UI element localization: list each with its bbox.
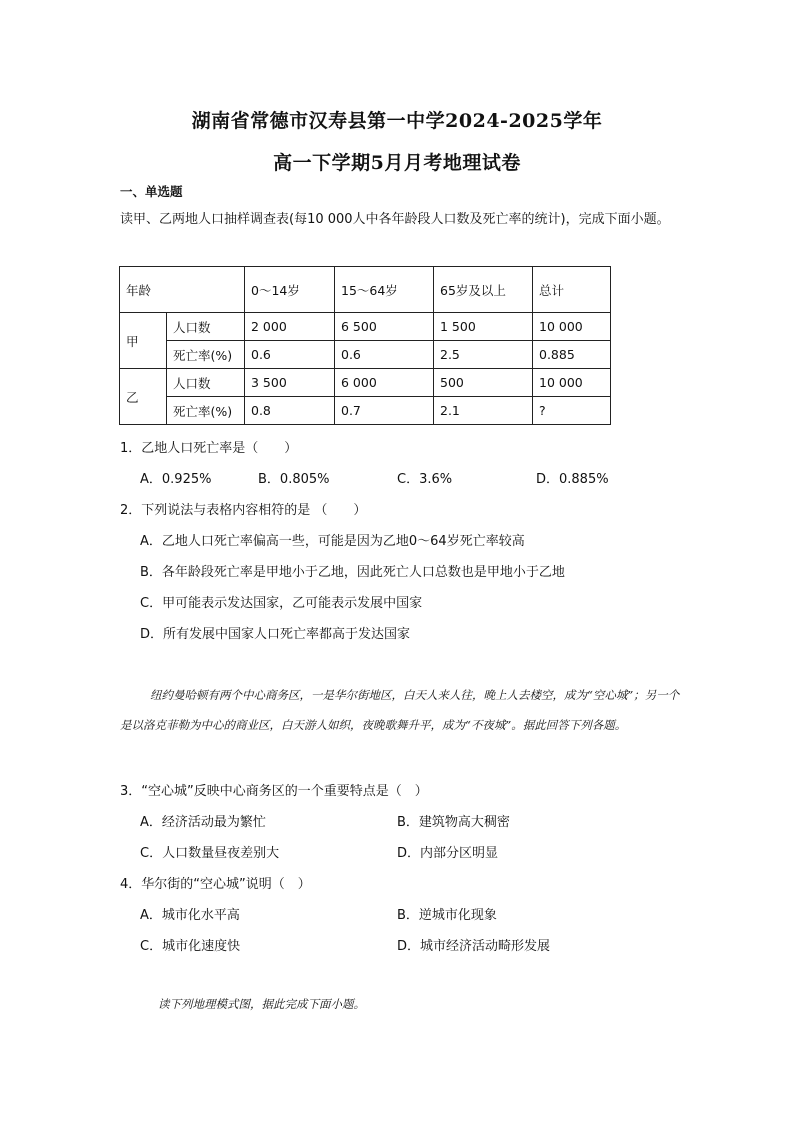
header-cell-age: 年龄 <box>120 267 245 313</box>
row-label-cell: 死亡率(%) <box>167 397 245 425</box>
population-table <box>119 266 611 425</box>
table-cell: 6 000 <box>335 369 434 397</box>
question-3-stem: 3．“空心城”反映中心商务区的一个重要特点是（ ） <box>120 784 428 799</box>
table-cell: 2 000 <box>245 313 335 341</box>
table-cell: ? <box>533 397 611 425</box>
table-cell: 2.1 <box>434 397 533 425</box>
region-cell-jia: 甲 <box>120 313 167 369</box>
table-row <box>120 397 611 425</box>
table-cell: 6 500 <box>335 313 434 341</box>
table-cell: 10 000 <box>533 369 611 397</box>
question-3-option-a: A．经济活动最为繁忙 <box>140 815 266 830</box>
table-intro-text: 读甲、乙两地人口抽样调查表(每10 000人中各年龄段人口数及死亡率的统计)，完成下面小题。 <box>120 212 670 227</box>
table-row <box>120 313 611 341</box>
row-label-cell: 人口数 <box>167 313 245 341</box>
table-cell: 2.5 <box>434 341 533 369</box>
question-2-option-d: D．所有发展中国家人口死亡率都高于发达国家 <box>140 627 411 642</box>
table-header-row <box>120 267 611 313</box>
question-2-stem: 2．下列说法与表格内容相符的是 （ ） <box>120 503 367 518</box>
row-label-cell: 人口数 <box>167 369 245 397</box>
table-cell: 0.6 <box>335 341 434 369</box>
question-4-option-a: A．城市化水平高 <box>140 908 240 923</box>
question-4-option-d: D．城市经济活动畸形发展 <box>397 939 551 954</box>
question-1-stem: 1．乙地人口死亡率是（ ） <box>120 441 298 456</box>
exam-title-line2: 高一下学期5月月考地理试卷 <box>273 152 521 174</box>
question-3-option-d: D．内部分区明显 <box>397 846 499 861</box>
question-2-option-a: A．乙地人口死亡率偏高一些，可能是因为乙地0～64岁死亡率较高 <box>140 534 525 549</box>
question-4-stem: 4．华尔街的“空心城”说明（ ） <box>120 877 311 892</box>
question-1-option-b: B．0.805% <box>258 472 330 487</box>
header-cell-total: 总计 <box>533 267 611 313</box>
table-cell: 0.885 <box>533 341 611 369</box>
region-cell-yi: 乙 <box>120 369 167 425</box>
question-4-option-c: C．城市化速度快 <box>140 939 241 954</box>
table-row <box>120 341 611 369</box>
question-3-option-c: C．人口数量昼夜差别大 <box>140 846 280 861</box>
passage-manhattan: 纽约曼哈顿有两个中心商务区，一是华尔街地区，白天人来人往，晚上人去楼空，成为“空心城”；另一个是以洛克菲勒为中心的商业区，白天游人如织，夜晚歌舞升平，成为“不夜城”。据此回答下列各题。 <box>120 688 680 732</box>
table-cell: 10 000 <box>533 313 611 341</box>
question-3-option-b: B．建筑物高大稠密 <box>397 815 510 830</box>
table-cell: 0.8 <box>245 397 335 425</box>
header-cell-65plus: 65岁及以上 <box>434 267 533 313</box>
table-cell: 3 500 <box>245 369 335 397</box>
header-cell-0-14: 0～14岁 <box>245 267 335 313</box>
question-2-option-c: C．甲可能表示发达国家，乙可能表示发展中国家 <box>140 596 423 611</box>
section-heading: 一、单选题 <box>120 184 183 199</box>
table-cell: 0.6 <box>245 341 335 369</box>
question-4-option-b: B．逆城市化现象 <box>397 908 497 923</box>
table-cell: 500 <box>434 369 533 397</box>
row-label-cell: 死亡率(%) <box>167 341 245 369</box>
question-2-option-b: B．各年龄段死亡率是甲地小于乙地，因此死亡人口总数也是甲地小于乙地 <box>140 565 565 580</box>
exam-title-line1: 湖南省常德市汉寿县第一中学2024-2025学年 <box>191 110 603 132</box>
header-cell-15-64: 15～64岁 <box>335 267 434 313</box>
question-1-option-d: D．0.885% <box>536 472 609 487</box>
table-cell: 0.7 <box>335 397 434 425</box>
question-1-option-a: A．0.925% <box>140 472 212 487</box>
passage-model-diagram: 读下列地理模式图，据此完成下面小题。 <box>158 997 365 1011</box>
table-cell: 1 500 <box>434 313 533 341</box>
question-1-option-c: C．3.6% <box>397 472 453 487</box>
table-row <box>120 369 611 397</box>
